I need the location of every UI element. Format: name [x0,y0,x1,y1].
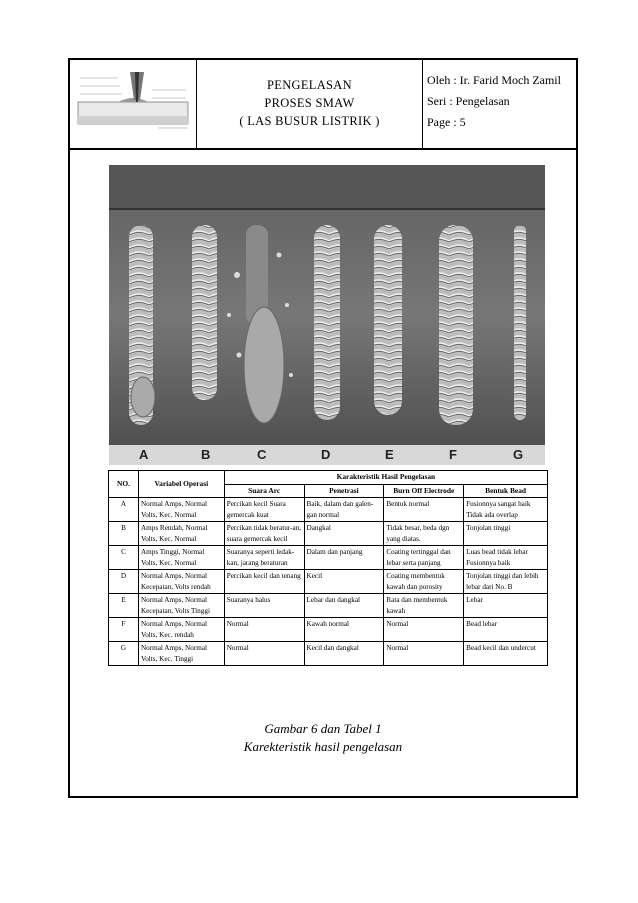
cell-penetration: Baik, dalam dan galen-gan normal [304,498,384,522]
title-line: PENGELASAN [267,78,352,92]
cell-penetration: Kawah normal [304,618,384,642]
col-header-no: NO. [109,471,139,498]
cell-variable: Amps Rendah, Normal Volts, Kec. Normal [138,522,224,546]
cell-bead-shape: Tonjolan tinggi dan lebih lebar dari No. B [464,570,548,594]
cell-arc-sound: Percikan tidak beratur-an, suara gemercak kecil [224,522,304,546]
cell-arc-sound: Percikan kecil dan tenang [224,570,304,594]
cell-burnoff: Normal [384,618,464,642]
figure-caption-subtitle: Karekteristik hasil pengelasan [243,739,403,754]
cell-no: C [109,546,139,570]
col-header-penetration: Penetrasi [304,484,384,498]
figure-caption-title: Gambar 6 dan Tabel 1 [264,721,382,736]
author-field: Oleh : Ir. Farid Moch Zamil [427,73,561,87]
cell-no: D [109,570,139,594]
cell-penetration: Lebar dan dangkal [304,594,384,618]
cell-bead-shape: Bead kecil dan undercut [464,642,548,666]
table-body [109,498,548,666]
cell-no: A [109,498,139,522]
col-header-arc: Suara Arc [224,484,304,498]
cell-penetration: Kecil [304,570,384,594]
cell-arc-sound: Suaranya seperti ledak-kan, jarang beraturan [224,546,304,570]
col-header-burnoff: Burn Off Electrode [384,484,464,498]
cell-burnoff: Coating membentuk kawah dan porosity [384,570,464,594]
cell-bead-shape: Tonjolan tinggi [464,522,548,546]
cell-burnoff: Tidak besar, beda dgn yang diatas. [384,522,464,546]
bead-label-b: B [201,447,211,462]
bead-label-a: A [139,447,149,462]
bead-label-d: D [321,447,331,462]
document-info [423,60,576,148]
table-row [109,522,548,546]
page-frame [68,58,578,798]
cell-variable: Normal Amps, Normal Kecepatan, Volts Tinggi [138,594,224,618]
document-header [70,60,576,150]
bead-label-c: C [257,447,267,462]
col-header-group: Karakteristik Hasil Pengelasan [224,471,547,485]
weld-bead-g [514,225,526,420]
table-row [109,546,548,570]
bead-label-g: G [513,447,524,462]
document-title [197,60,423,148]
welding-process-illustration [70,60,195,146]
cell-burnoff: Bentuk normal [384,498,464,522]
weld-bead-f [439,225,473,425]
cell-burnoff: Coating tertinggal dan lebar serta panjang [384,546,464,570]
title-line: PROSES SMAW [264,96,355,110]
cell-bead-shape: Luas bead tidak lebar Fusionnya baik [464,546,548,570]
welding-characteristics-table [108,470,548,666]
col-header-variable: Variabel Operasi [138,471,224,498]
cell-bead-shape: Bead lebar [464,618,548,642]
cell-arc-sound: Percikan kecil Suara gemercak kuat [224,498,304,522]
process-diagram-logo [70,60,197,148]
bead-label-f: F [449,447,457,462]
cell-penetration: Kecil dan dangkal [304,642,384,666]
weld-bead-b [192,225,217,400]
cell-variable: Normal Amps, Normal Volts, Kec. Normal [138,498,224,522]
table-row [109,618,548,642]
cell-penetration: Dangkal [304,522,384,546]
cell-arc-sound: Suaranya halus [224,594,304,618]
cell-no: B [109,522,139,546]
series-field: Seri : Pengelasan [427,94,510,108]
cell-burnoff: Rata dan membentuk kawah [384,594,464,618]
cell-no: F [109,618,139,642]
page-field: Page : 5 [427,115,466,129]
cell-arc-sound: Normal [224,618,304,642]
cell-variable: Normal Amps, Normal Kecepatan, Volts rendah [138,570,224,594]
title-line: ( LAS BUSUR LISTRIK ) [239,114,380,128]
table-row [109,498,548,522]
cell-arc-sound: Normal [224,642,304,666]
table-row [109,570,548,594]
cell-bead-shape: Lebar [464,594,548,618]
cell-bead-shape: Fusionnya sangat baik Tidak ada overlap [464,498,548,522]
weld-bead-d [314,225,340,420]
cell-variable: Normal Amps, Normal Volts, Kec. rendah [138,618,224,642]
crater [131,377,155,417]
weld-bead-e [374,225,402,415]
cell-no: E [109,594,139,618]
weld-bead-photo [109,165,545,465]
cell-variable: Amps Tinggi, Normal Volts, Kec. Normal [138,546,224,570]
cell-no: G [109,642,139,666]
bead-label-e: E [385,447,394,462]
cell-penetration: Dalam dan panjang [304,546,384,570]
table-row [109,594,548,618]
cell-variable: Normal Amps, Normal Volts, Kec. Tinggi [138,642,224,666]
table-row [109,642,548,666]
cell-burnoff: Normal [384,642,464,666]
col-header-bead: Bentuk Bead [464,484,548,498]
